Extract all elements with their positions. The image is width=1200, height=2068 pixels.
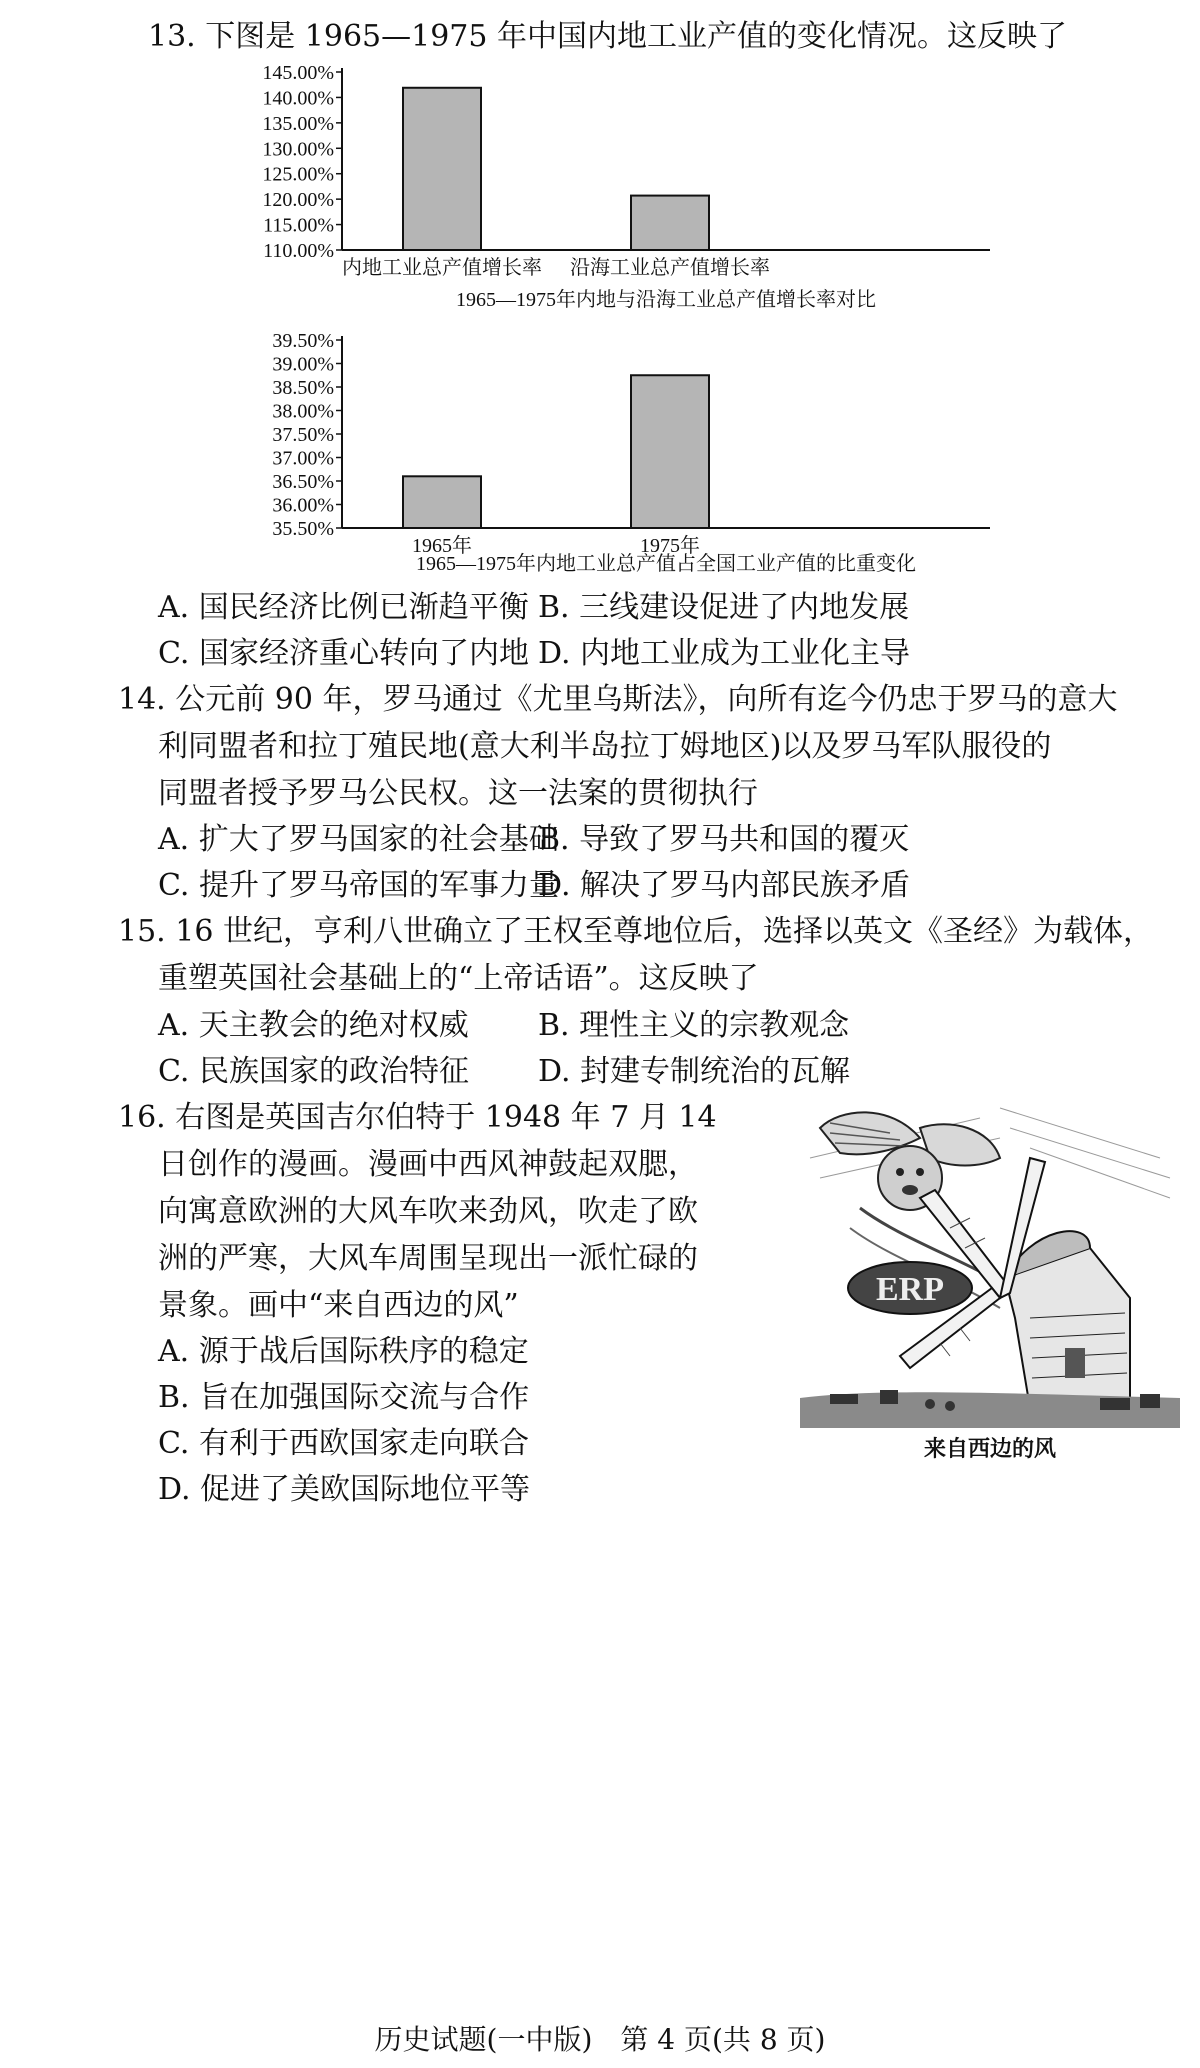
q13-option-d[interactable]: D. 内地工业成为工业化主导 [538,636,911,671]
q13-option-b[interactable]: B. 三线建设促进了内地发展 [538,590,910,625]
q14-line-3: 同盟者授予罗马公民权。这一法案的贯彻执行 [158,776,758,811]
y-tick-label: 38.00% [272,400,334,423]
y-tick-label: 120.00% [262,189,334,212]
q16-line-4: 洲的严寒，大风车周围呈现出一派忙碌的 [158,1241,698,1276]
y-tick-label: 140.00% [262,87,334,110]
q15-option-c[interactable]: C. 民族国家的政治特征 [158,1054,469,1089]
bar [631,375,709,528]
q16-option-d[interactable]: D. 促进了美欧国际地位平等 [158,1472,531,1507]
y-tick-label: 145.00% [262,62,334,84]
x-category-label: 沿海工业总产值增长率 [570,257,770,279]
bar [403,88,481,250]
x-category-label: 内地工业总产值增长率 [342,257,542,279]
y-tick-label: 130.00% [262,138,334,161]
q14-line-2: 利同盟者和拉丁殖民地(意大利半岛拉丁姆地区)以及罗马军队服役的 [158,729,1052,764]
q16-line-3: 向寓意欧洲的大风车吹来劲风，吹走了欧 [158,1194,698,1229]
q13-option-c[interactable]: C. 国家经济重心转向了内地 [158,636,529,671]
y-tick-label: 37.00% [272,447,334,470]
cartoon-drawing [800,1098,1180,1428]
chart-share-svg [230,330,1030,580]
q15-option-a[interactable]: A. 天主教会的绝对权威 [158,1008,469,1043]
q13-stem: 13. 下图是 1965—1975 年中国内地工业产值的变化情况。这反映了 [148,19,1068,54]
erp-banner [848,1262,972,1314]
x-category-label: 1965年 [412,535,472,557]
y-tick-label: 38.50% [272,377,334,399]
y-tick-label: 36.00% [272,494,334,517]
chart-growth-rate-svg [230,62,1030,332]
q14-option-a[interactable]: A. 扩大了罗马国家的社会基础 [158,822,559,857]
q16-line-5: 景象。画中“来自西边的风” [158,1288,519,1323]
cartoon-west-wind [800,1098,1180,1428]
chart-title: 1965—1975年内地与沿海工业总产值增长率对比 [456,289,876,311]
bar [631,196,709,250]
page-footer: 历史试题(一中版) 第 4 页(共 8 页) [374,2023,826,2056]
q16-option-b[interactable]: B. 旨在加强国际交流与合作 [158,1380,530,1415]
chart-growth-rate [230,62,1030,332]
y-tick-label: 39.00% [272,353,334,376]
y-tick-label: 35.50% [272,518,334,540]
q15-option-d[interactable]: D. 封建专制统治的瓦解 [538,1054,851,1089]
chart-title: 1965—1975年内地工业总产值占全国工业产值的比重变化 [416,553,916,575]
cartoon-caption: 来自西边的风 [923,1436,1056,1462]
bar [403,476,481,528]
q14-option-c[interactable]: C. 提升了罗马帝国的军事力量 [158,868,559,903]
q16-option-a[interactable]: A. 源于战后国际秩序的稳定 [158,1334,529,1369]
q14-option-d[interactable]: D. 解决了罗马内部民族矛盾 [538,868,911,903]
chart-share [230,330,1030,580]
svg-text:ERP: ERP [876,1271,944,1308]
y-tick-label: 110.00% [263,240,334,262]
y-tick-label: 39.50% [272,330,334,352]
y-tick-label: 125.00% [262,163,334,186]
q15-line-2: 重塑英国社会基础上的“上帝话语”。这反映了 [158,961,759,996]
q14-line-1: 14. 公元前 90 年，罗马通过《尤里乌斯法》，向所有迄今仍忠于罗马的意大 [118,682,1118,717]
q16-line-2: 日创作的漫画。漫画中西风神鼓起双腮， [158,1147,698,1182]
y-tick-label: 36.50% [272,471,334,493]
q15-line-1: 15. 16 世纪，亨利八世确立了王权至尊地位后，选择以英文《圣经》为载体， [118,914,1153,949]
q14-option-b[interactable]: B. 导致了罗马共和国的覆灭 [538,822,910,857]
q13-option-a[interactable]: A. 国民经济比例已渐趋平衡 [158,590,529,625]
y-tick-label: 37.50% [272,424,334,446]
q16-line-1: 16. 右图是英国吉尔伯特于 1948 年 7 月 14 [118,1100,717,1135]
q16-option-c[interactable]: C. 有利于西欧国家走向联合 [158,1426,529,1461]
q15-option-b[interactable]: B. 理性主义的宗教观念 [538,1008,850,1043]
y-tick-label: 135.00% [262,112,334,135]
x-category-label: 1975年 [640,535,700,557]
y-tick-label: 115.00% [263,214,334,237]
